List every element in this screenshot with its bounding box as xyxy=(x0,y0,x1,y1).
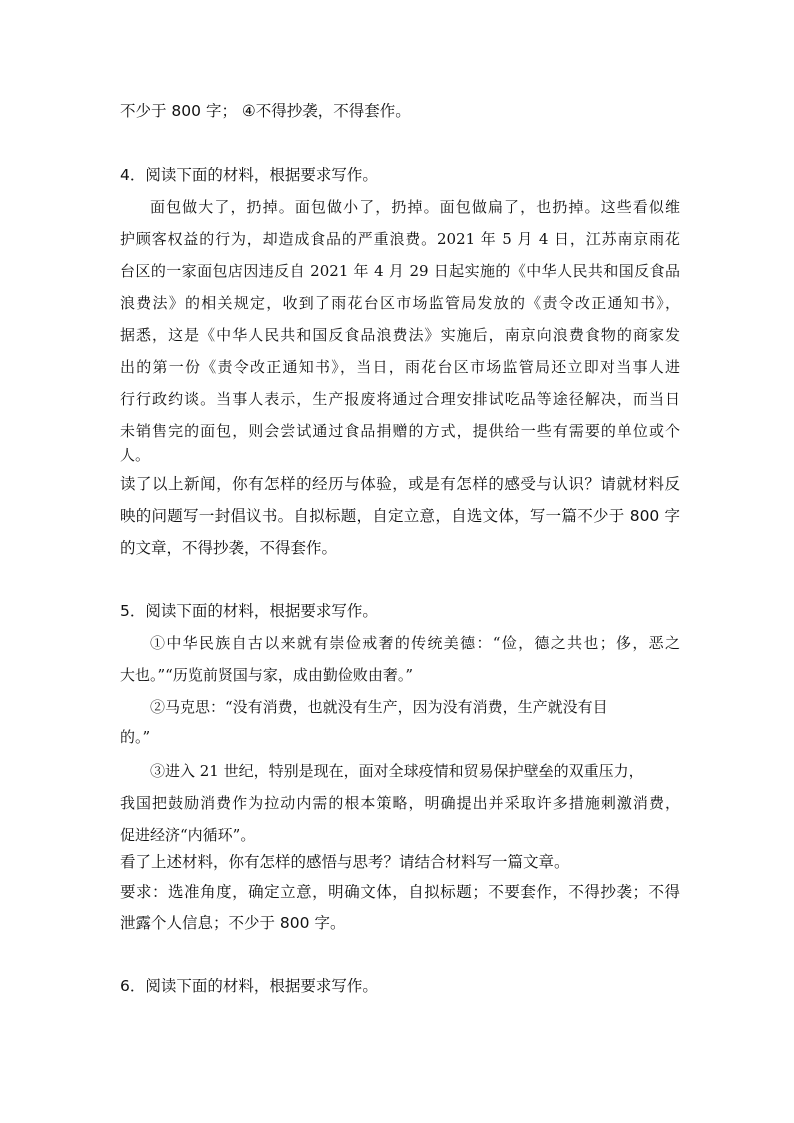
material-line: 面包做大了，扔掉。面包做小了，扔掉。面包做扁了，也扔掉。这些看似维 xyxy=(150,198,680,216)
requirement-line: 泄露个人信息；不少于 800 字。 xyxy=(120,914,346,932)
material-line: 出的第一份《责令改正通知书》，当日，雨花台区市场监管局还立即对当事人进 xyxy=(120,358,680,376)
question-heading: 5．阅读下面的材料，根据要求写作。 xyxy=(120,602,378,620)
requirement-line: 要求：选准角度，确定立意，明确文体，自拟标题；不要套作，不得抄袭；不得 xyxy=(120,883,680,901)
question-heading: 6．阅读下面的材料，根据要求写作。 xyxy=(120,977,378,995)
prompt-line: 读了以上新闻，你有怎样的经历与体验，或是有怎样的感受与认识？请就材料反 xyxy=(120,475,680,493)
material-line: 人。 xyxy=(120,446,151,464)
material-line: 大也。”“历览前贤国与家，成由勤俭败由奢。” xyxy=(120,666,414,684)
material-line: ③进入 21 世纪，特别是现在，面对全球疫情和贸易保护壁垒的双重压力， xyxy=(150,762,644,780)
text-line: 不少于 800 字； ④不得抄袭，不得套作。 xyxy=(120,102,411,120)
question-heading: 4．阅读下面的材料，根据要求写作。 xyxy=(120,166,378,184)
material-line: 的。” xyxy=(120,728,151,746)
material-line: 台区的一家面包店因违反自 2021 年 4 月 29 日起实施的《中华人民共和国反食品 xyxy=(120,262,680,280)
material-line: 浪费法》的相关规定，收到了雨花台区市场监管局发放的《责令改正通知书》， xyxy=(120,294,680,312)
material-line: 护顾客权益的行为，却造成食品的严重浪费。2021 年 5 月 4 日，江苏南京雨花 xyxy=(120,230,680,248)
material-line: 未销售完的面包，则会尝试通过食品捐赠的方式，提供给一些有需要的单位或个 xyxy=(120,422,680,440)
material-line: ①中华民族自古以来就有崇俭戒奢的传统美德：“俭，德之共也；侈，恶之 xyxy=(150,634,680,652)
material-line: 行行政约谈。当事人表示，生产报废将通过合理安排试吃品等途径解决，而当日 xyxy=(120,390,680,408)
material-line: 据悉，这是《中华人民共和国反食品浪费法》实施后，南京向浪费食物的商家发 xyxy=(120,326,680,344)
prompt-line: 看了上述材料，你有怎样的感悟与思考？请结合材料写一篇文章。 xyxy=(120,853,570,871)
material-line: ②马克思：“没有消费，也就没有生产，因为没有消费，生产就没有目 xyxy=(150,698,608,716)
material-line: 我国把鼓励消费作为拉动内需的根本策略，明确提出并采取许多措施刺激消费， xyxy=(120,794,680,812)
prompt-line: 的文章，不得抄袭，不得套作。 xyxy=(120,539,338,557)
material-line: 促进经济“内循环”。 xyxy=(120,826,256,844)
prompt-line: 映的问题写一封倡议书。自拟标题，自定立意，自选文体，写一篇不少于 800 字 xyxy=(120,507,680,525)
